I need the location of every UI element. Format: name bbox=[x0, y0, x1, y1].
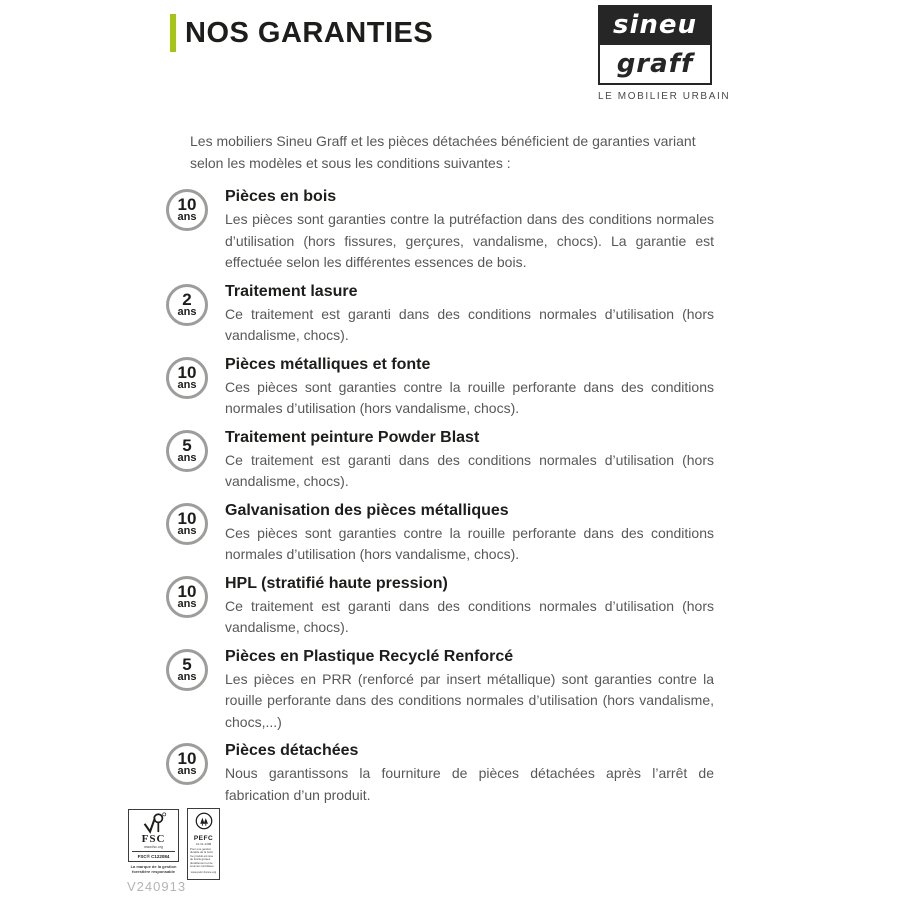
duration-badge bbox=[166, 430, 208, 472]
warranty-title: Traitement peinture Powder Blast bbox=[225, 428, 480, 446]
badge-unit: ans bbox=[177, 378, 197, 391]
pefc-wordmark: PEFC bbox=[193, 835, 214, 842]
brand-logo bbox=[598, 5, 731, 102]
badge-unit: ans bbox=[177, 211, 197, 223]
duration-badge bbox=[166, 357, 208, 399]
warranty-title: HPL (stratifié haute pression) bbox=[225, 574, 448, 592]
warranty-content bbox=[225, 281, 714, 347]
logo-graff: graff bbox=[598, 45, 712, 85]
duration-badge bbox=[166, 743, 208, 785]
badge-unit: ans bbox=[177, 524, 197, 537]
badge-years: 2 bbox=[182, 289, 192, 309]
warranty-body: Les pièces en PRR (renforcé par insert métallique) sont garanties contre la rouille perforante dans des conditions normales d’utilisation (hors vandalisme, chocs,...) bbox=[225, 670, 714, 730]
intro-text: Les mobiliers Sineu Graff et les pièces détachées bénéficient de garanties variant selon les modèles et sous les conditions suivantes : bbox=[190, 133, 696, 171]
pefc-box bbox=[187, 808, 220, 880]
logo-tagline: LE MOBILIER URBAIN bbox=[598, 91, 731, 102]
warranty-item bbox=[166, 354, 714, 420]
warranty-body: Ce traitement est garanti dans des conditions normales d’utilisation (hors vandalisme, chocs). bbox=[225, 451, 714, 489]
fsc-wordmark: FSC bbox=[141, 833, 166, 845]
warranty-content bbox=[225, 573, 714, 639]
badge-years: 10 bbox=[177, 195, 197, 214]
duration-badge bbox=[166, 576, 208, 618]
warranty-item bbox=[166, 740, 714, 806]
warranty-list bbox=[166, 186, 714, 813]
badge-unit: ans bbox=[177, 305, 197, 318]
badge-unit: ans bbox=[177, 451, 197, 464]
warranty-title: Galvanisation des pièces métalliques bbox=[225, 501, 509, 519]
fsc-caption: La marque de la gestion forestière responsable bbox=[130, 864, 177, 874]
badge-years: 10 bbox=[177, 508, 197, 528]
warranty-item bbox=[166, 573, 714, 639]
pefc-license-code: 10-31-1398 bbox=[195, 842, 212, 846]
badge-years: 10 bbox=[177, 362, 197, 382]
page-title: NOS GARANTIES bbox=[185, 17, 434, 49]
duration-badge bbox=[166, 649, 208, 691]
badge-unit: ans bbox=[177, 597, 197, 610]
warranty-body: Ce traitement est garanti dans des conditions normales d’utilisation (hors vandalisme, chocs). bbox=[225, 305, 714, 343]
fsc-divider bbox=[132, 851, 175, 852]
warranty-content bbox=[225, 427, 714, 493]
warranty-content bbox=[225, 646, 714, 734]
badge-years: 10 bbox=[177, 749, 197, 768]
pefc-url: www.pefc-france.org bbox=[190, 870, 217, 875]
warranty-item bbox=[166, 186, 714, 274]
fsc-license-code: FSC® C122084 bbox=[137, 854, 170, 859]
warranty-body: Ce traitement est garanti dans des conditions normales d’utilisation (hors vandalisme, chocs). bbox=[225, 597, 714, 635]
warranty-body: Nous garantissons la fourniture de pièces détachées après l’arrêt de fabrication d’un produit. bbox=[225, 765, 714, 803]
accent-bar bbox=[170, 14, 176, 52]
duration-badge bbox=[166, 503, 208, 545]
badge-years: 5 bbox=[182, 435, 192, 455]
pefc-blurb: Pour une gestion durable de la forêt. Ce produit est issu de forêts gérées durablement et de sources contrôlées. bbox=[190, 847, 215, 869]
warranty-body: Ces pièces sont garanties contre la rouille perforante dans des conditions normales d’utilisation (hors vandalisme, chocs). bbox=[225, 524, 714, 562]
warranty-content bbox=[225, 354, 714, 420]
warranty-content bbox=[225, 186, 714, 274]
warranty-title: Pièces métalliques et fonte bbox=[225, 355, 431, 373]
warranty-item bbox=[166, 646, 714, 734]
warranty-title: Traitement lasure bbox=[225, 282, 358, 300]
warranty-title: Pièces en Plastique Recyclé Renforcé bbox=[225, 647, 514, 665]
warranty-title: Pièces en bois bbox=[225, 188, 337, 205]
badge-unit: ans bbox=[177, 670, 197, 683]
warranty-content bbox=[225, 500, 714, 566]
fsc-tree-check-icon bbox=[141, 812, 167, 834]
warranty-body: Les pièces sont garanties contre la putréfaction dans des conditions normales d’utilisation (hors fissures, gerçures, vandalisme, chocs). La garantie est effectuée selon les différentes essences de bois. bbox=[225, 211, 714, 270]
badge-years: 10 bbox=[177, 581, 197, 601]
version-text: V240913 bbox=[127, 879, 187, 894]
warranty-content bbox=[225, 740, 714, 806]
fsc-url: www.fsc.org bbox=[144, 845, 163, 849]
pefc-label bbox=[187, 808, 220, 880]
warranty-item bbox=[166, 500, 714, 566]
logo-sineu: sineu bbox=[598, 5, 712, 45]
fsc-label bbox=[128, 809, 179, 874]
warranty-item bbox=[166, 281, 714, 347]
badge-unit: ans bbox=[177, 765, 197, 777]
pefc-trees-icon bbox=[195, 812, 213, 830]
page-title-block bbox=[170, 14, 433, 52]
warranty-title: Pièces détachées bbox=[225, 742, 359, 759]
duration-badge bbox=[166, 189, 208, 231]
warranty-body: Ces pièces sont garanties contre la rouille perforante dans des conditions normales d’utilisation (hors vandalisme, chocs). bbox=[225, 378, 714, 416]
fsc-box bbox=[128, 809, 179, 862]
duration-badge bbox=[166, 284, 208, 326]
warranty-item bbox=[166, 427, 714, 493]
badge-years: 5 bbox=[182, 654, 192, 674]
